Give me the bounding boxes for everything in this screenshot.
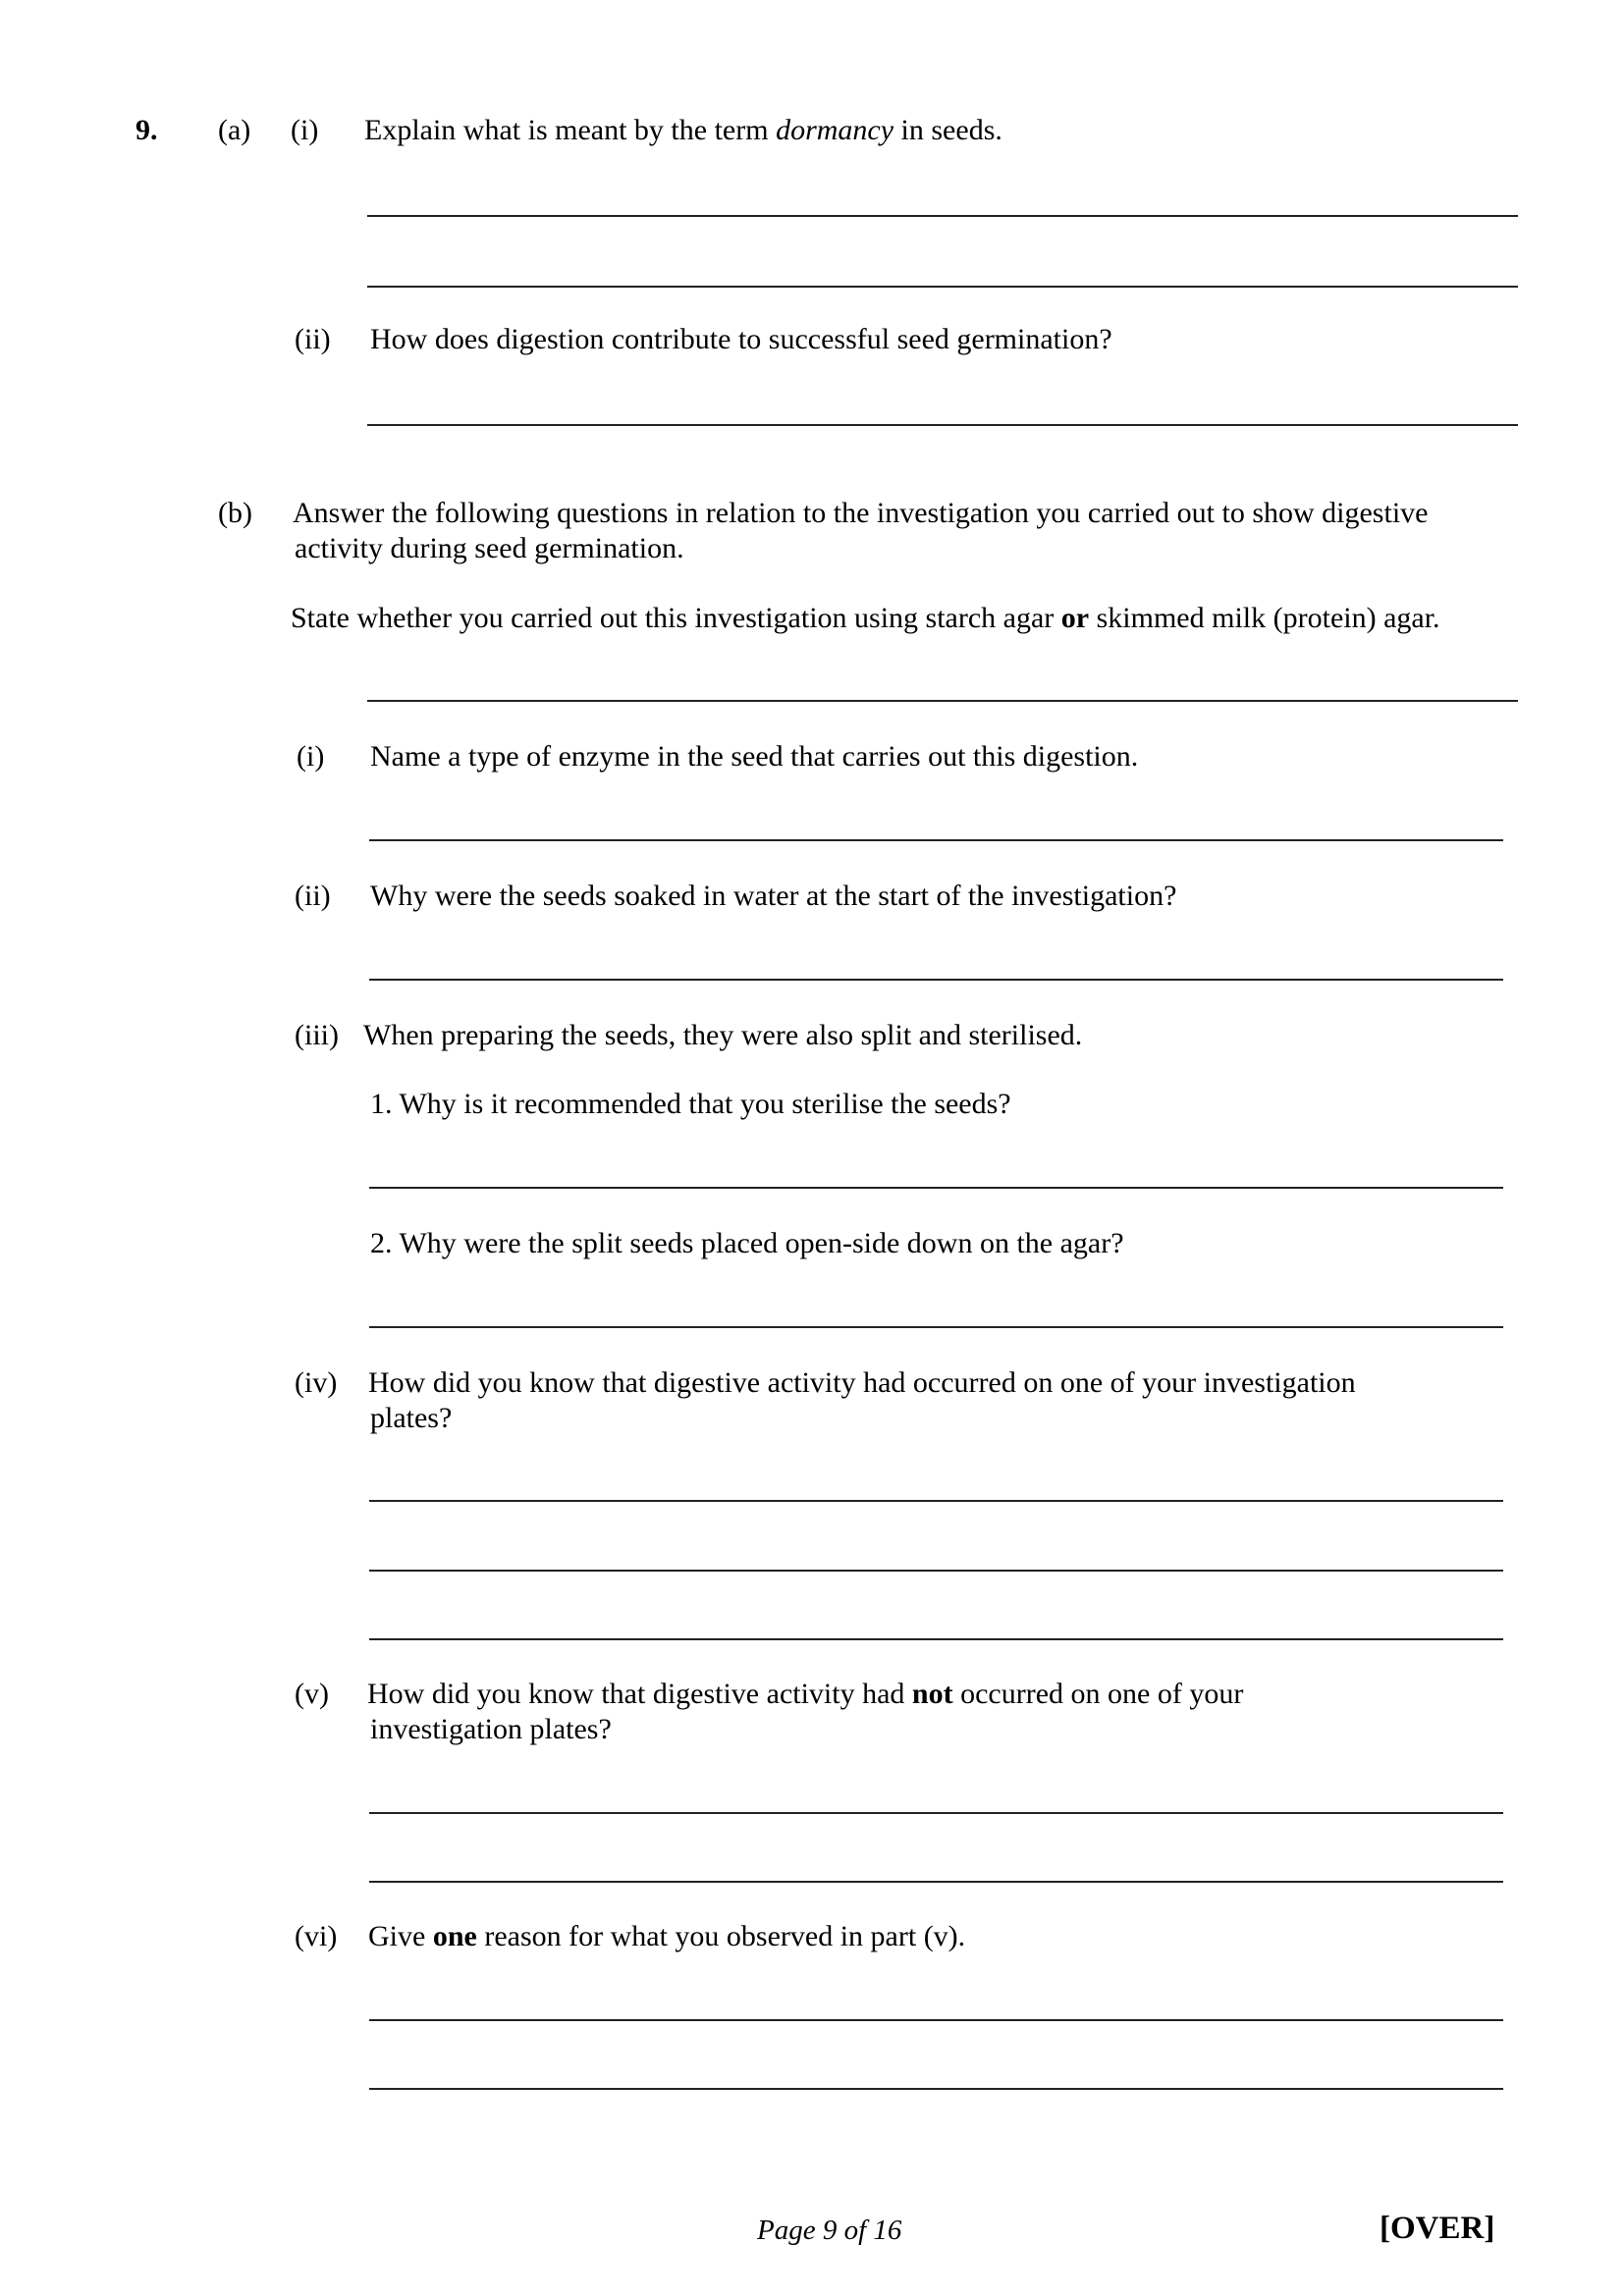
answer-line[interactable] xyxy=(369,1500,1503,1502)
part-b-intro-line2: activity during seed germination. xyxy=(295,532,684,564)
part-a-ii-label: (ii) xyxy=(295,323,331,355)
part-b-vi-label: (vi) xyxy=(295,1920,338,1952)
answer-line[interactable] xyxy=(367,215,1518,217)
answer-line[interactable] xyxy=(367,286,1518,288)
state-text-after: skimmed milk (protein) agar. xyxy=(1089,602,1440,634)
part-b-vi-one: one xyxy=(432,1920,477,1952)
part-b-vi-text-after: reason for what you observed in part (v). xyxy=(476,1920,966,1952)
question-number: 9. xyxy=(135,114,158,146)
part-b-vi-question xyxy=(368,1919,965,1954)
answer-line[interactable] xyxy=(369,1881,1503,1883)
answer-line[interactable] xyxy=(369,1326,1503,1328)
part-b-iii-sub2: 2. Why were the split seeds placed open-side down on the agar? xyxy=(370,1227,1124,1259)
part-a-i-label: (i) xyxy=(291,114,319,146)
part-b-v-text-after: occurred on one of your xyxy=(952,1678,1244,1710)
part-a-ii-question: How does digestion contribute to successful seed germination? xyxy=(370,323,1112,355)
part-b-state-question xyxy=(291,601,1440,636)
part-b-v-question-line1 xyxy=(367,1677,1243,1712)
answer-line[interactable] xyxy=(367,700,1518,702)
part-a-i-text-before: Explain what is meant by the term xyxy=(364,114,777,146)
part-b-v-label: (v) xyxy=(295,1678,329,1710)
part-b-intro-line1: Answer the following questions in relation to the investigation you carried out to show digestive xyxy=(293,497,1429,529)
part-b-v-text-before: How did you know that digestive activity had xyxy=(367,1678,912,1710)
answer-line[interactable] xyxy=(369,979,1503,981)
answer-line[interactable] xyxy=(369,2088,1503,2090)
answer-line[interactable] xyxy=(369,2019,1503,2021)
part-b-ii-label: (ii) xyxy=(295,880,331,912)
part-a-i-term: dormancy xyxy=(776,114,894,146)
answer-line[interactable] xyxy=(369,1187,1503,1189)
part-a-label: (a) xyxy=(218,114,251,146)
answer-line[interactable] xyxy=(369,1812,1503,1814)
state-or: or xyxy=(1060,602,1090,634)
part-a-i-text-after: in seeds. xyxy=(893,114,1002,146)
page-number: Page 9 of 16 xyxy=(757,2215,902,2246)
part-a-i-question xyxy=(364,113,1002,148)
part-b-vi-text-before: Give xyxy=(368,1920,433,1952)
part-b-iii-label: (iii) xyxy=(295,1019,339,1051)
part-b-iv-label: (iv) xyxy=(295,1366,338,1399)
part-b-label: (b) xyxy=(218,497,252,529)
part-b-iv-question-line2: plates? xyxy=(370,1402,453,1434)
part-b-iv-question-line1: How did you know that digestive activity had occurred on one of your investigation xyxy=(368,1366,1356,1399)
part-b-v-question-line2: investigation plates? xyxy=(370,1713,612,1745)
part-b-i-question: Name a type of enzyme in the seed that carries out this digestion. xyxy=(370,740,1139,773)
answer-line[interactable] xyxy=(367,424,1518,426)
state-text-before: State whether you carried out this investigation using starch agar xyxy=(291,602,1061,634)
part-b-iii-question: When preparing the seeds, they were also split and sterilised. xyxy=(363,1019,1083,1051)
part-b-v-not: not xyxy=(911,1678,953,1710)
part-b-i-label: (i) xyxy=(297,740,325,773)
part-b-iii-sub1: 1. Why is it recommended that you sterilise the seeds? xyxy=(370,1088,1011,1120)
answer-line[interactable] xyxy=(369,1638,1503,1640)
answer-line[interactable] xyxy=(369,1570,1503,1572)
answer-line[interactable] xyxy=(369,839,1503,841)
over-label: [OVER] xyxy=(1380,2211,1495,2246)
part-b-ii-question: Why were the seeds soaked in water at the start of the investigation? xyxy=(370,880,1177,912)
